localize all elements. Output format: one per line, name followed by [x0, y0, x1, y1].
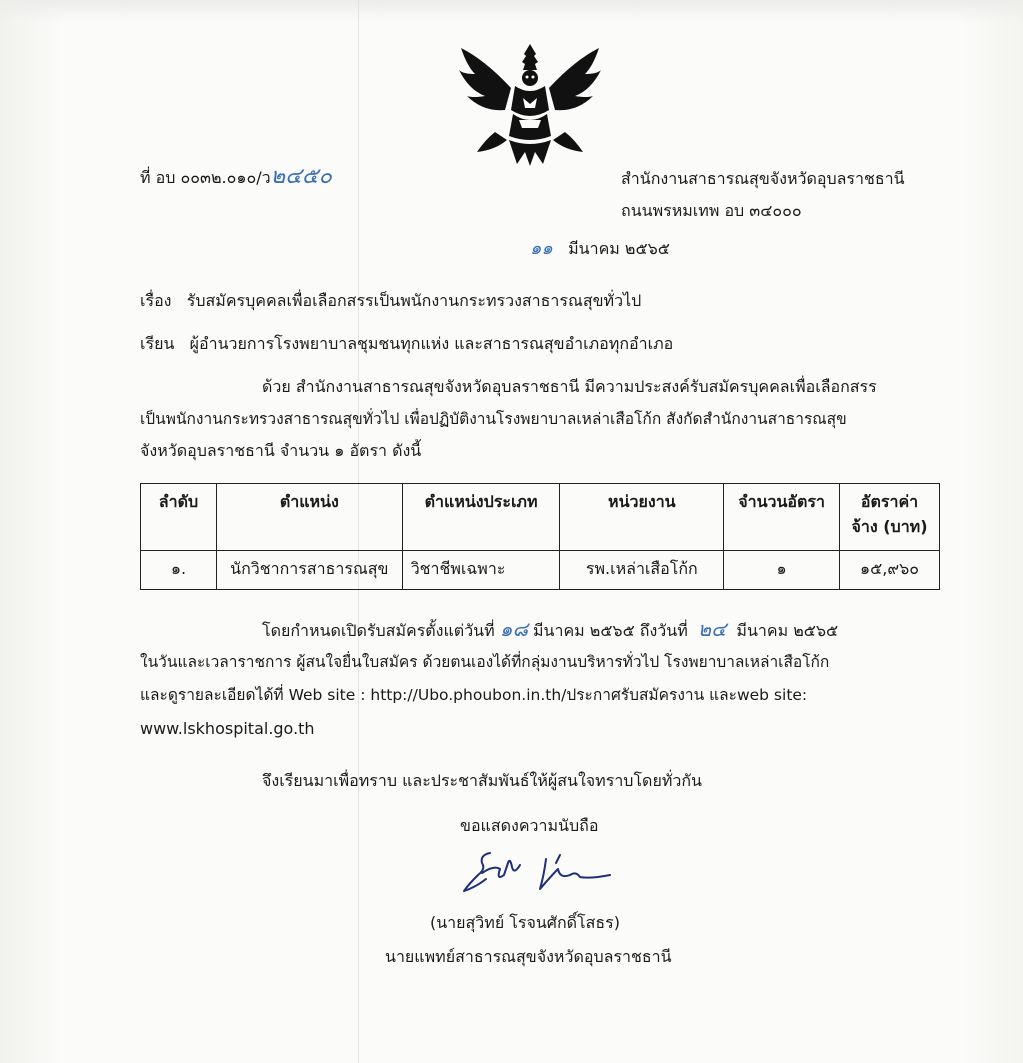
date-month-year: มีนาคม ๒๕๖๕ — [568, 239, 670, 258]
body-line-3: จังหวัดอุบลราชธานี จำนวน ๑ อัตรา ดังนี้ — [140, 441, 422, 460]
doc-number-prefix: ที่ อบ ๐๐๓๒.๐๑๐/ว — [140, 168, 271, 187]
sender-org: สำนักงานสาธารณสุขจังหวัดอุบลราชธานี — [621, 169, 905, 188]
table-cell: นักวิชาการสาธารณสุข — [216, 551, 402, 590]
body-line-2: เป็นพนักงานกระทรวงสาธารณสุขทั่วไป เพื่อปฏิบัติงานโรงพยาบาลเหล่าเสือโก้ก สังกัดสำนักงานสาธารณสุข — [140, 410, 847, 428]
subject-line — [140, 290, 641, 312]
table-header-cell: ตำแหน่งประเภท — [402, 484, 560, 551]
regards: ขอแสดงความนับถือ — [460, 816, 599, 835]
website-line: และดูรายละเอียดได้ที่ Web site : http://Ubo.phoubon.in.th/ประกาศรับสมัครงาน และweb site: — [140, 686, 808, 704]
sender-address: ถนนพรหมเทพ อบ ๓๔๐๐๐ — [621, 201, 802, 220]
recipient-label: เรียน — [140, 334, 175, 353]
recipient-text: ผู้อำนวยการโรงพยาบาลชุมชนทุกแห่ง และสาธารณสุขอำเภอทุกอำเภอ — [189, 334, 674, 353]
doc-number-handwritten: ๒๔๕๐ — [270, 164, 332, 189]
signer-name: (นายสุวิทย์ โรจนศักดิ์โสธร) — [430, 913, 620, 932]
signer-title: นายแพทย์สาธารณสุขจังหวัดอุบลราชธานี — [385, 947, 672, 966]
signature-mark — [460, 845, 630, 900]
table-header-cell: จำนวนอัตรา — [724, 484, 840, 551]
table-cell: รพ.เหล่าเสือโก้ก — [560, 551, 724, 590]
subject-text: รับสมัครบุคคลเพื่อเลือกสรรเป็นพนักงานกระทรวงสาธารณสุขทั่วไป — [186, 291, 642, 310]
end-day-handwritten: ๒๔ — [697, 617, 727, 641]
table-cell: ๑๕,๙๖๐ — [840, 551, 940, 590]
scan-top-edge — [0, 0, 1023, 22]
body-line-1: ด้วย สำนักงานสาธารณสุขจังหวัดอุบลราชธานี มีความประสงค์รับสมัครบุคคลเพื่อเลือกสรร — [262, 377, 877, 396]
position-table — [140, 483, 940, 590]
subject-label: เรื่อง — [140, 291, 172, 310]
table-header-cell: ลำดับ — [141, 484, 217, 551]
table-cell: ๑ — [724, 551, 840, 590]
table-cell: ๑. — [141, 551, 217, 590]
garuda-emblem-icon — [455, 40, 605, 172]
period-text-c: มีนาคม ๒๕๖๕ — [736, 621, 839, 640]
table-header-cell: ตำแหน่ง — [216, 484, 402, 551]
website-url-2: www.lskhospital.go.th — [140, 719, 315, 738]
doc-date — [530, 238, 670, 260]
period-text-b: มีนาคม ๒๕๖๕ ถึงวันที่ — [532, 621, 688, 640]
table-header-cell: หน่วยงาน — [560, 484, 724, 551]
table-row — [141, 551, 940, 590]
table-cell: วิชาชีพเฉพาะ — [402, 551, 560, 590]
period-text-a: โดยกำหนดเปิดรับสมัครตั้งแต่วันที่ — [262, 621, 495, 640]
period-line-2: ในวันและเวลาราชการ ผู้สนใจยื่นใบสมัคร ด้วยตนเองได้ที่กลุ่มงานบริหารทั่วไป โรงพยาบาลเหล่าเสือโก้ก — [140, 653, 830, 671]
table-header-row — [141, 484, 940, 551]
doc-number — [140, 166, 332, 189]
closing-line: จึงเรียนมาเพื่อทราบ และประชาสัมพันธ์ให้ผู้สนใจทราบโดยทั่วกัน — [262, 771, 702, 790]
table-header-cell: อัตราค่าจ้าง (บาท) — [840, 484, 940, 551]
start-day-handwritten: ๑๘ — [499, 617, 528, 641]
recipient-line — [140, 333, 673, 355]
date-day-handwritten: ๑๑ — [530, 238, 553, 259]
period-line — [262, 618, 838, 642]
